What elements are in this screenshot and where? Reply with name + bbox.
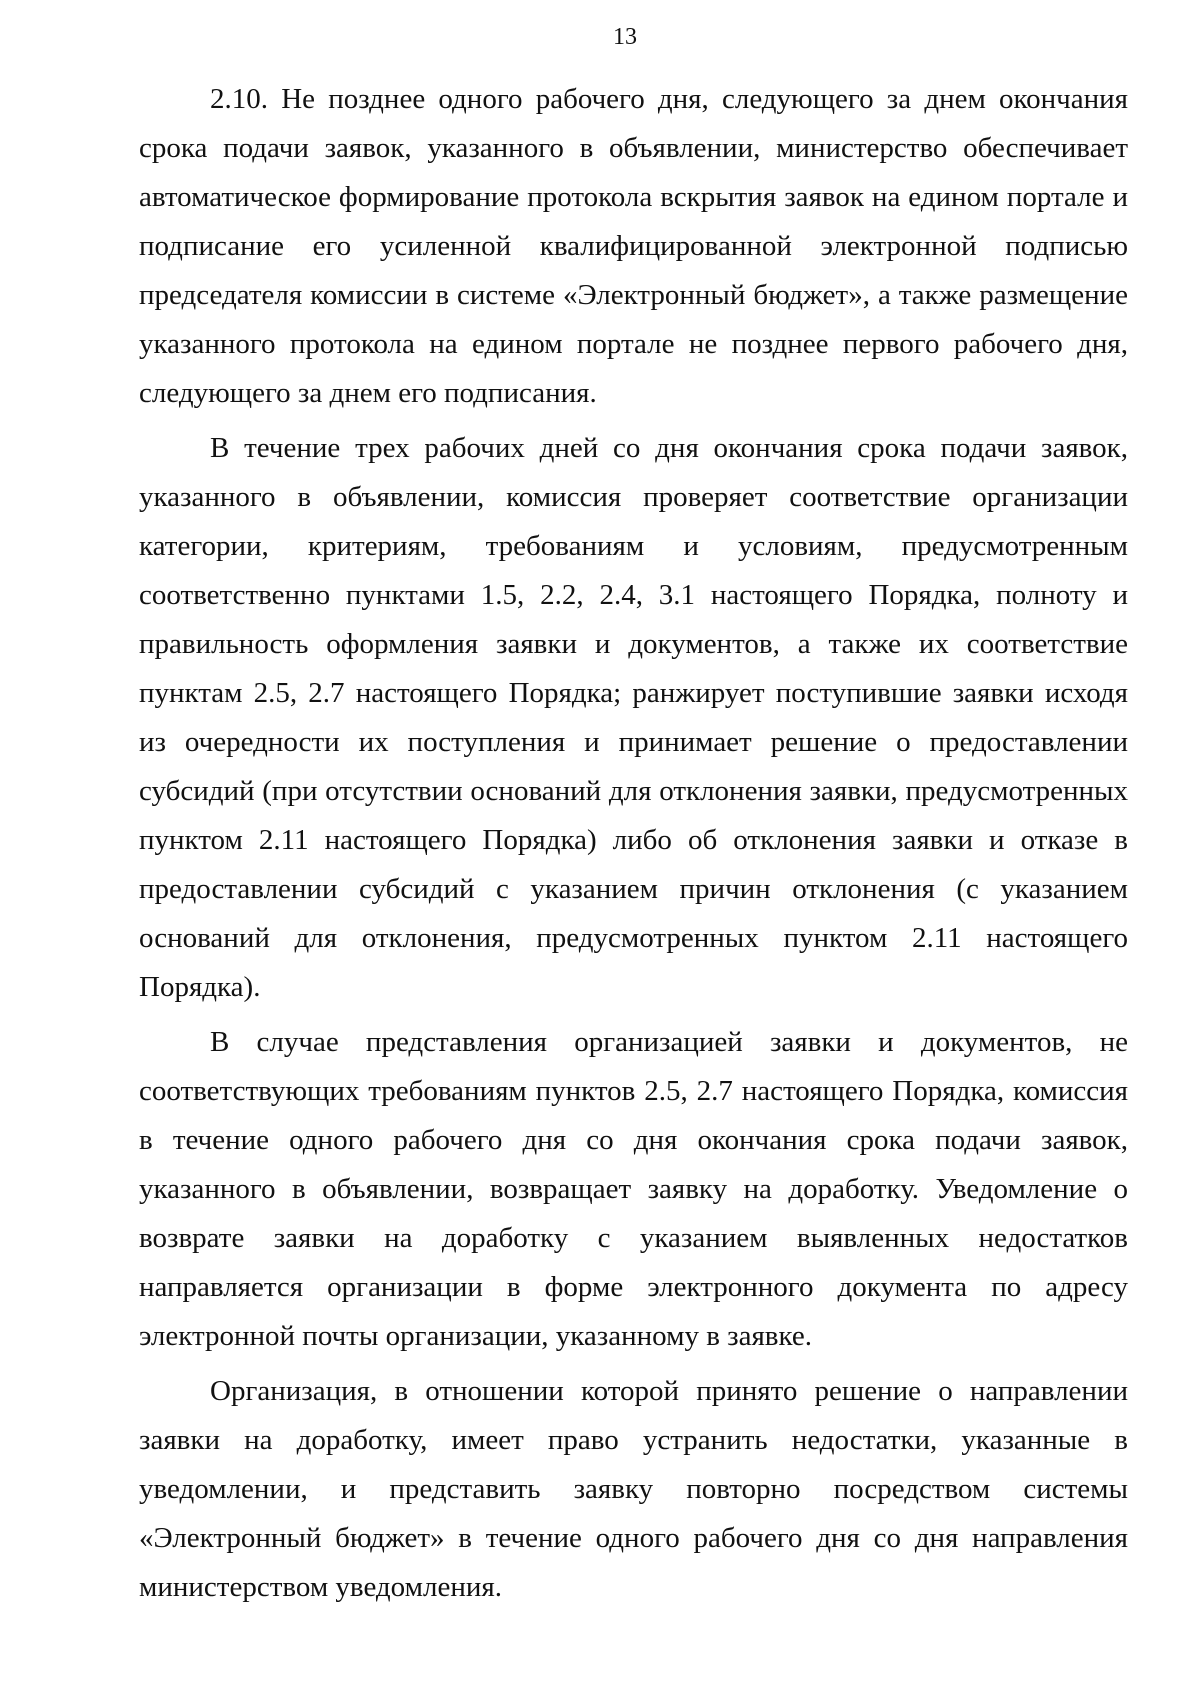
- page-number: 13: [613, 24, 637, 50]
- paragraph-return-for-revision: В случае представления организацией заявки и документов, не соответствующих требованиям пунктов 2.5, 2.7 настоящего Порядка, комиссия в течение одного рабочего дня со дня окончания срока подачи заявок, указанного в объявлении, возвращает заявку на доработку. Уведомление о возврате заявки на доработку с указанием выявленных недостатков направляется организации в форме электронного документа по адресу электронной почты организации, указанному в заявке.: [139, 1026, 1128, 1352]
- document-body: [139, 75, 1128, 1612]
- paragraph-commission-review: В течение трех рабочих дней со дня окончания срока подачи заявок, указанного в объявлении, комиссия проверяет соответствие организации категории, критериям, требованиям и условиям, предусмотренным соответственно пунктами 1.5, 2.2, 2.4, 3.1 настоящего Порядка, полноту и правильность оформления заявки и документов, а также их соответствие пунктам 2.5, 2.7 настоящего Порядка; ранжирует поступившие заявки исходя из очередности их поступления и принимает решение о предоставлении субсидий (при отсутствии оснований для отклонения заявки, предусмотренных пунктом 2.11 настоящего Порядка) либо об отклонения заявки и отказе в предоставлении субсидий с указанием причин отклонения (с указанием оснований для отклонения, предусмотренных пунктом 2.11 настоящего Порядка).: [139, 432, 1128, 1003]
- paragraph-resubmission-right: Организация, в отношении которой принято решение о направлении заявки на доработку, имеет право устранить недостатки, указанные в уведомлении, и представить заявку повторно посредством системы «Электронный бюджет» в течение одного рабочего дня со дня направления министерством уведомления.: [139, 1375, 1128, 1603]
- paragraph-2-10: 2.10. Не позднее одного рабочего дня, следующего за днем окончания срока подачи заявок, указанного в объявлении, министерство обеспечивает автоматическое формирование протокола вскрытия заявок на едином портале и подписание его усиленной квалифицированной электронной подписью председателя комиссии в системе «Электронный бюджет», а также размещение указанного протокола на едином портале не позднее первого рабочего дня, следующего за днем его подписания.: [139, 83, 1128, 409]
